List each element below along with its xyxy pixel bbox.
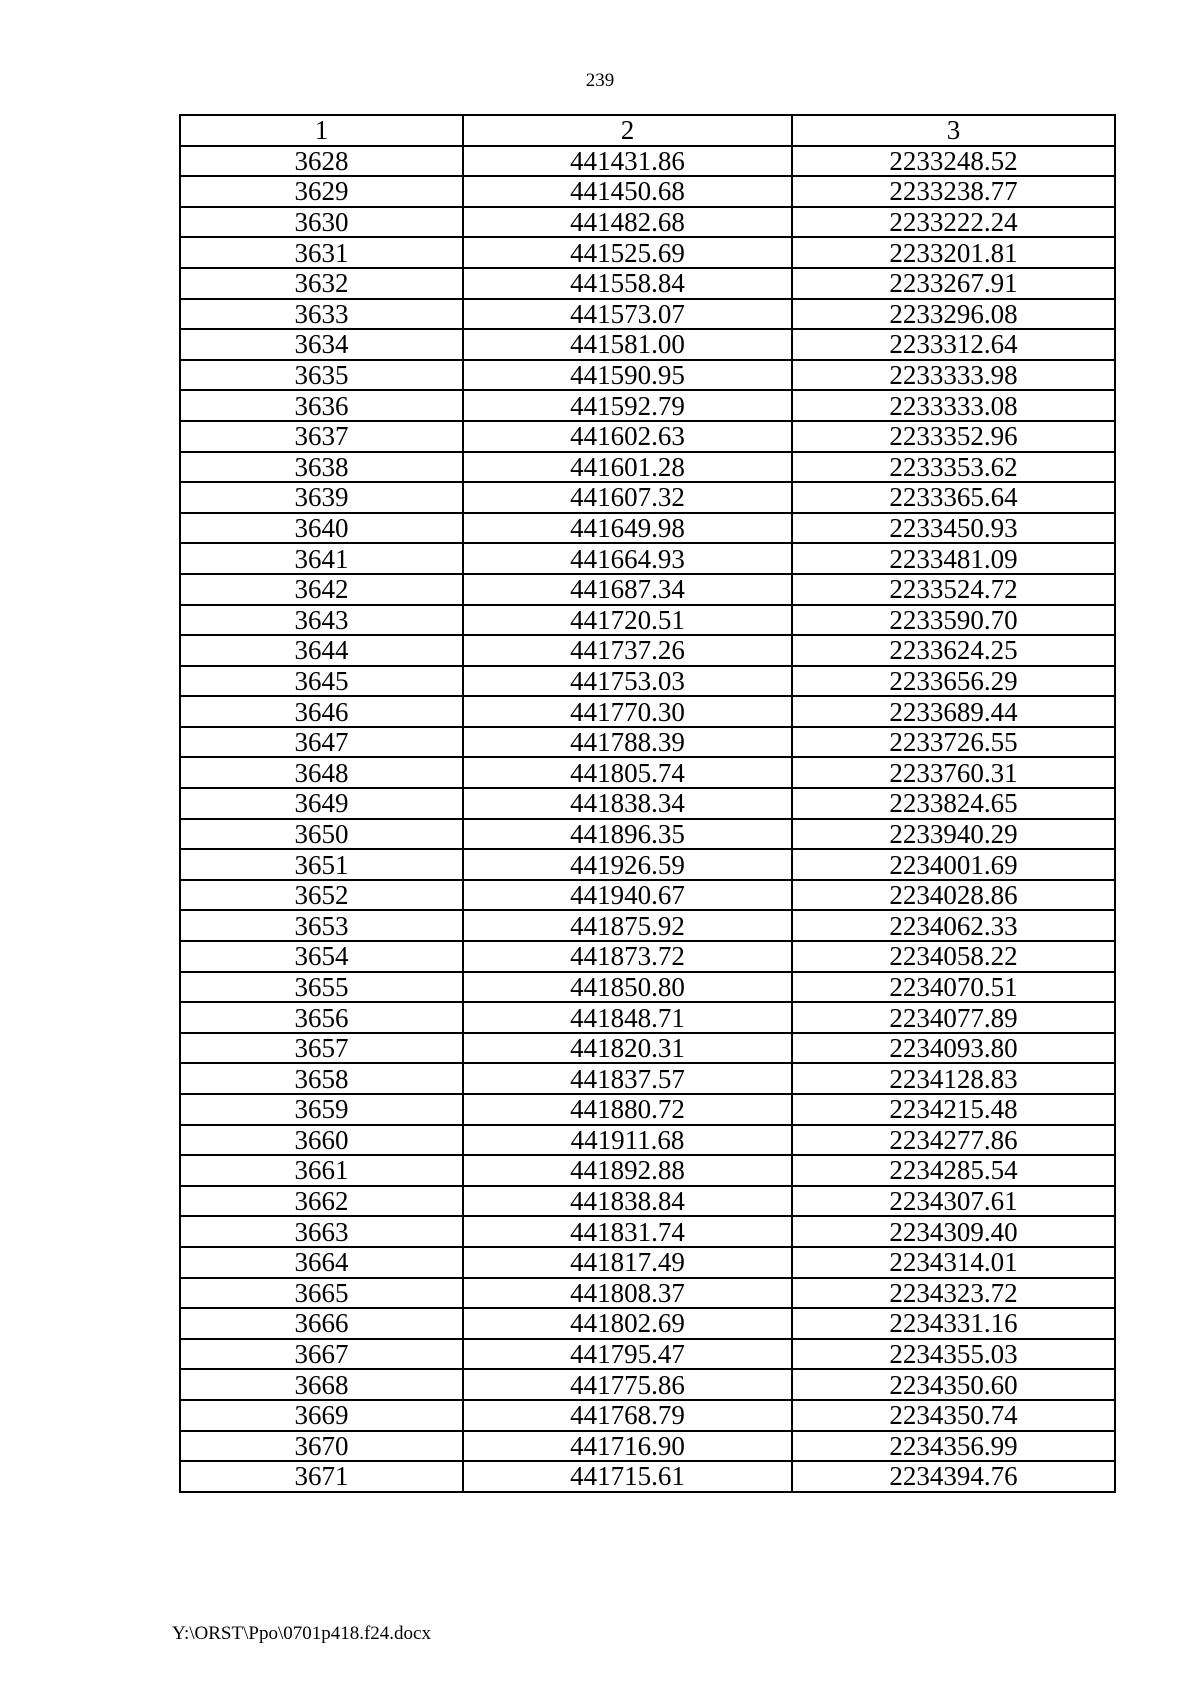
point-number-cell: 3664 [180, 1247, 463, 1278]
coordinate-x-cell: 441850.80 [463, 972, 792, 1003]
coordinate-x-cell: 441525.69 [463, 237, 792, 268]
table-row [180, 176, 1115, 207]
table-row [180, 421, 1115, 452]
table-row [180, 880, 1115, 911]
table-row [180, 1155, 1115, 1186]
coordinate-y-cell: 2233267.91 [792, 268, 1115, 299]
point-number-cell: 3666 [180, 1308, 463, 1339]
coordinate-x-cell: 441848.71 [463, 1002, 792, 1033]
point-number-cell: 3658 [180, 1063, 463, 1094]
point-number-cell: 3641 [180, 543, 463, 574]
coordinate-y-cell: 2234309.40 [792, 1216, 1115, 1247]
coordinate-y-cell: 2234356.99 [792, 1431, 1115, 1462]
point-number-cell: 3633 [180, 299, 463, 330]
coordinate-y-cell: 2234077.89 [792, 1002, 1115, 1033]
coordinate-x-cell: 441795.47 [463, 1339, 792, 1370]
coordinate-y-cell: 2233238.77 [792, 176, 1115, 207]
coordinate-y-cell: 2233353.62 [792, 452, 1115, 483]
coordinate-y-cell: 2234323.72 [792, 1278, 1115, 1309]
coordinate-x-cell: 441873.72 [463, 941, 792, 972]
point-number-cell: 3628 [180, 146, 463, 177]
point-number-cell: 3650 [180, 819, 463, 850]
header-row [180, 115, 1115, 146]
table-row [180, 1033, 1115, 1064]
table-row [180, 910, 1115, 941]
coordinate-x-cell: 441720.51 [463, 605, 792, 636]
coordinate-x-cell: 441601.28 [463, 452, 792, 483]
point-number-cell: 3653 [180, 910, 463, 941]
table-row [180, 237, 1115, 268]
coordinate-y-cell: 2233524.72 [792, 574, 1115, 605]
table-row [180, 482, 1115, 513]
point-number-cell: 3646 [180, 696, 463, 727]
table-row [180, 1369, 1115, 1400]
table-row [180, 1125, 1115, 1156]
table-body [180, 146, 1115, 1492]
coordinate-y-cell: 2233624.25 [792, 635, 1115, 666]
coordinate-y-cell: 2233333.08 [792, 390, 1115, 421]
point-number-cell: 3663 [180, 1216, 463, 1247]
point-number-cell: 3668 [180, 1369, 463, 1400]
table-row [180, 146, 1115, 177]
coordinate-y-cell: 2233333.98 [792, 360, 1115, 391]
table-row [180, 207, 1115, 238]
coordinate-y-cell: 2233590.70 [792, 605, 1115, 636]
coordinate-x-cell: 441817.49 [463, 1247, 792, 1278]
coordinate-y-cell: 2234070.51 [792, 972, 1115, 1003]
point-number-cell: 3655 [180, 972, 463, 1003]
table-row [180, 1094, 1115, 1125]
table-row [180, 696, 1115, 727]
coordinate-y-cell: 2234285.54 [792, 1155, 1115, 1186]
coordinate-y-cell: 2233726.55 [792, 727, 1115, 758]
coordinate-x-cell: 441926.59 [463, 849, 792, 880]
coordinates-table [179, 114, 1116, 1493]
coordinate-x-cell: 441805.74 [463, 757, 792, 788]
coordinate-x-cell: 441775.86 [463, 1369, 792, 1400]
table-row [180, 1063, 1115, 1094]
coordinate-y-cell: 2234394.76 [792, 1461, 1115, 1492]
point-number-cell: 3671 [180, 1461, 463, 1492]
coordinate-y-cell: 2233248.52 [792, 146, 1115, 177]
coordinate-y-cell: 2234350.74 [792, 1400, 1115, 1431]
point-number-cell: 3649 [180, 788, 463, 819]
coordinate-y-cell: 2234307.61 [792, 1186, 1115, 1217]
point-number-cell: 3670 [180, 1431, 463, 1462]
point-number-cell: 3656 [180, 1002, 463, 1033]
table-row [180, 390, 1115, 421]
table-row [180, 1216, 1115, 1247]
table-row [180, 1339, 1115, 1370]
point-number-cell: 3644 [180, 635, 463, 666]
coordinate-x-cell: 441592.79 [463, 390, 792, 421]
table-row [180, 972, 1115, 1003]
coordinate-y-cell: 2233760.31 [792, 757, 1115, 788]
coordinate-x-cell: 441838.34 [463, 788, 792, 819]
point-number-cell: 3637 [180, 421, 463, 452]
coordinate-x-cell: 441431.86 [463, 146, 792, 177]
coordinate-x-cell: 441896.35 [463, 819, 792, 850]
point-number-cell: 3629 [180, 176, 463, 207]
table-row [180, 666, 1115, 697]
point-number-cell: 3661 [180, 1155, 463, 1186]
coordinate-x-cell: 441820.31 [463, 1033, 792, 1064]
table-row [180, 788, 1115, 819]
table-row [180, 941, 1115, 972]
coordinate-x-cell: 441837.57 [463, 1063, 792, 1094]
coordinate-x-cell: 441558.84 [463, 268, 792, 299]
coordinate-y-cell: 2233450.93 [792, 513, 1115, 544]
point-number-cell: 3645 [180, 666, 463, 697]
point-number-cell: 3642 [180, 574, 463, 605]
point-number-cell: 3657 [180, 1033, 463, 1064]
coordinate-x-cell: 441716.90 [463, 1431, 792, 1462]
coordinate-y-cell: 2234062.33 [792, 910, 1115, 941]
coordinate-y-cell: 2233296.08 [792, 299, 1115, 330]
coordinate-y-cell: 2233201.81 [792, 237, 1115, 268]
coordinate-y-cell: 2234001.69 [792, 849, 1115, 880]
coordinate-x-cell: 441831.74 [463, 1216, 792, 1247]
table-row [180, 513, 1115, 544]
coordinate-x-cell: 441788.39 [463, 727, 792, 758]
coordinate-y-cell: 2234331.16 [792, 1308, 1115, 1339]
point-number-cell: 3659 [180, 1094, 463, 1125]
table-row [180, 727, 1115, 758]
coordinate-y-cell: 2233352.96 [792, 421, 1115, 452]
page-number: 239 [585, 70, 615, 91]
coordinate-y-cell: 2234128.83 [792, 1063, 1115, 1094]
coordinate-x-cell: 441715.61 [463, 1461, 792, 1492]
coordinate-x-cell: 441664.93 [463, 543, 792, 574]
coordinate-x-cell: 441482.68 [463, 207, 792, 238]
table-header [180, 115, 1115, 146]
table-row [180, 1431, 1115, 1462]
table-row [180, 1186, 1115, 1217]
table-row [180, 1002, 1115, 1033]
table-row [180, 757, 1115, 788]
point-number-cell: 3665 [180, 1278, 463, 1309]
table-row [180, 635, 1115, 666]
point-number-cell: 3667 [180, 1339, 463, 1370]
coordinate-y-cell: 2233689.44 [792, 696, 1115, 727]
coordinate-y-cell: 2233312.64 [792, 329, 1115, 360]
coordinate-x-cell: 441649.98 [463, 513, 792, 544]
coordinate-y-cell: 2234058.22 [792, 941, 1115, 972]
coordinate-y-cell: 2233656.29 [792, 666, 1115, 697]
coordinate-x-cell: 441768.79 [463, 1400, 792, 1431]
coordinate-x-cell: 441838.84 [463, 1186, 792, 1217]
table-row [180, 1247, 1115, 1278]
header-cell-3: 3 [792, 115, 1115, 146]
point-number-cell: 3669 [180, 1400, 463, 1431]
coordinate-x-cell: 441737.26 [463, 635, 792, 666]
coordinate-x-cell: 441590.95 [463, 360, 792, 391]
table-row [180, 1278, 1115, 1309]
point-number-cell: 3662 [180, 1186, 463, 1217]
coordinate-y-cell: 2234355.03 [792, 1339, 1115, 1370]
point-number-cell: 3634 [180, 329, 463, 360]
table-row [180, 819, 1115, 850]
point-number-cell: 3632 [180, 268, 463, 299]
table-row [180, 360, 1115, 391]
coordinate-y-cell: 2234028.86 [792, 880, 1115, 911]
coordinate-x-cell: 441892.88 [463, 1155, 792, 1186]
header-cell-1: 1 [180, 115, 463, 146]
coordinate-x-cell: 441940.67 [463, 880, 792, 911]
coordinate-x-cell: 441808.37 [463, 1278, 792, 1309]
point-number-cell: 3630 [180, 207, 463, 238]
coordinate-x-cell: 441687.34 [463, 574, 792, 605]
coordinate-x-cell: 441770.30 [463, 696, 792, 727]
coordinate-x-cell: 441802.69 [463, 1308, 792, 1339]
point-number-cell: 3640 [180, 513, 463, 544]
table-row [180, 268, 1115, 299]
coordinate-x-cell: 441880.72 [463, 1094, 792, 1125]
coordinate-y-cell: 2234215.48 [792, 1094, 1115, 1125]
table-row [180, 849, 1115, 880]
point-number-cell: 3652 [180, 880, 463, 911]
point-number-cell: 3635 [180, 360, 463, 391]
point-number-cell: 3639 [180, 482, 463, 513]
footer-file-path: Y:\ORST\Ppo\0701p418.f24.docx [172, 1623, 431, 1644]
coordinate-x-cell: 441875.92 [463, 910, 792, 941]
coordinate-y-cell: 2234093.80 [792, 1033, 1115, 1064]
point-number-cell: 3636 [180, 390, 463, 421]
table-row [180, 329, 1115, 360]
coordinate-y-cell: 2234277.86 [792, 1125, 1115, 1156]
coordinate-x-cell: 441607.32 [463, 482, 792, 513]
point-number-cell: 3638 [180, 452, 463, 483]
coordinate-y-cell: 2233940.29 [792, 819, 1115, 850]
table-row [180, 1400, 1115, 1431]
table-row [180, 1461, 1115, 1492]
point-number-cell: 3651 [180, 849, 463, 880]
header-cell-2: 2 [463, 115, 792, 146]
coordinate-x-cell: 441753.03 [463, 666, 792, 697]
coordinate-x-cell: 441911.68 [463, 1125, 792, 1156]
coordinate-x-cell: 441581.00 [463, 329, 792, 360]
table-row [180, 574, 1115, 605]
coordinate-x-cell: 441602.63 [463, 421, 792, 452]
table-row [180, 605, 1115, 636]
point-number-cell: 3647 [180, 727, 463, 758]
coordinate-y-cell: 2233824.65 [792, 788, 1115, 819]
point-number-cell: 3648 [180, 757, 463, 788]
table-row [180, 299, 1115, 330]
table-row [180, 1308, 1115, 1339]
coordinate-y-cell: 2234350.60 [792, 1369, 1115, 1400]
point-number-cell: 3654 [180, 941, 463, 972]
coordinate-y-cell: 2233365.64 [792, 482, 1115, 513]
point-number-cell: 3660 [180, 1125, 463, 1156]
table-row [180, 543, 1115, 574]
table-row [180, 452, 1115, 483]
coordinate-y-cell: 2233222.24 [792, 207, 1115, 238]
coordinate-y-cell: 2234314.01 [792, 1247, 1115, 1278]
coordinate-x-cell: 441450.68 [463, 176, 792, 207]
coordinate-x-cell: 441573.07 [463, 299, 792, 330]
point-number-cell: 3643 [180, 605, 463, 636]
point-number-cell: 3631 [180, 237, 463, 268]
coordinate-y-cell: 2233481.09 [792, 543, 1115, 574]
